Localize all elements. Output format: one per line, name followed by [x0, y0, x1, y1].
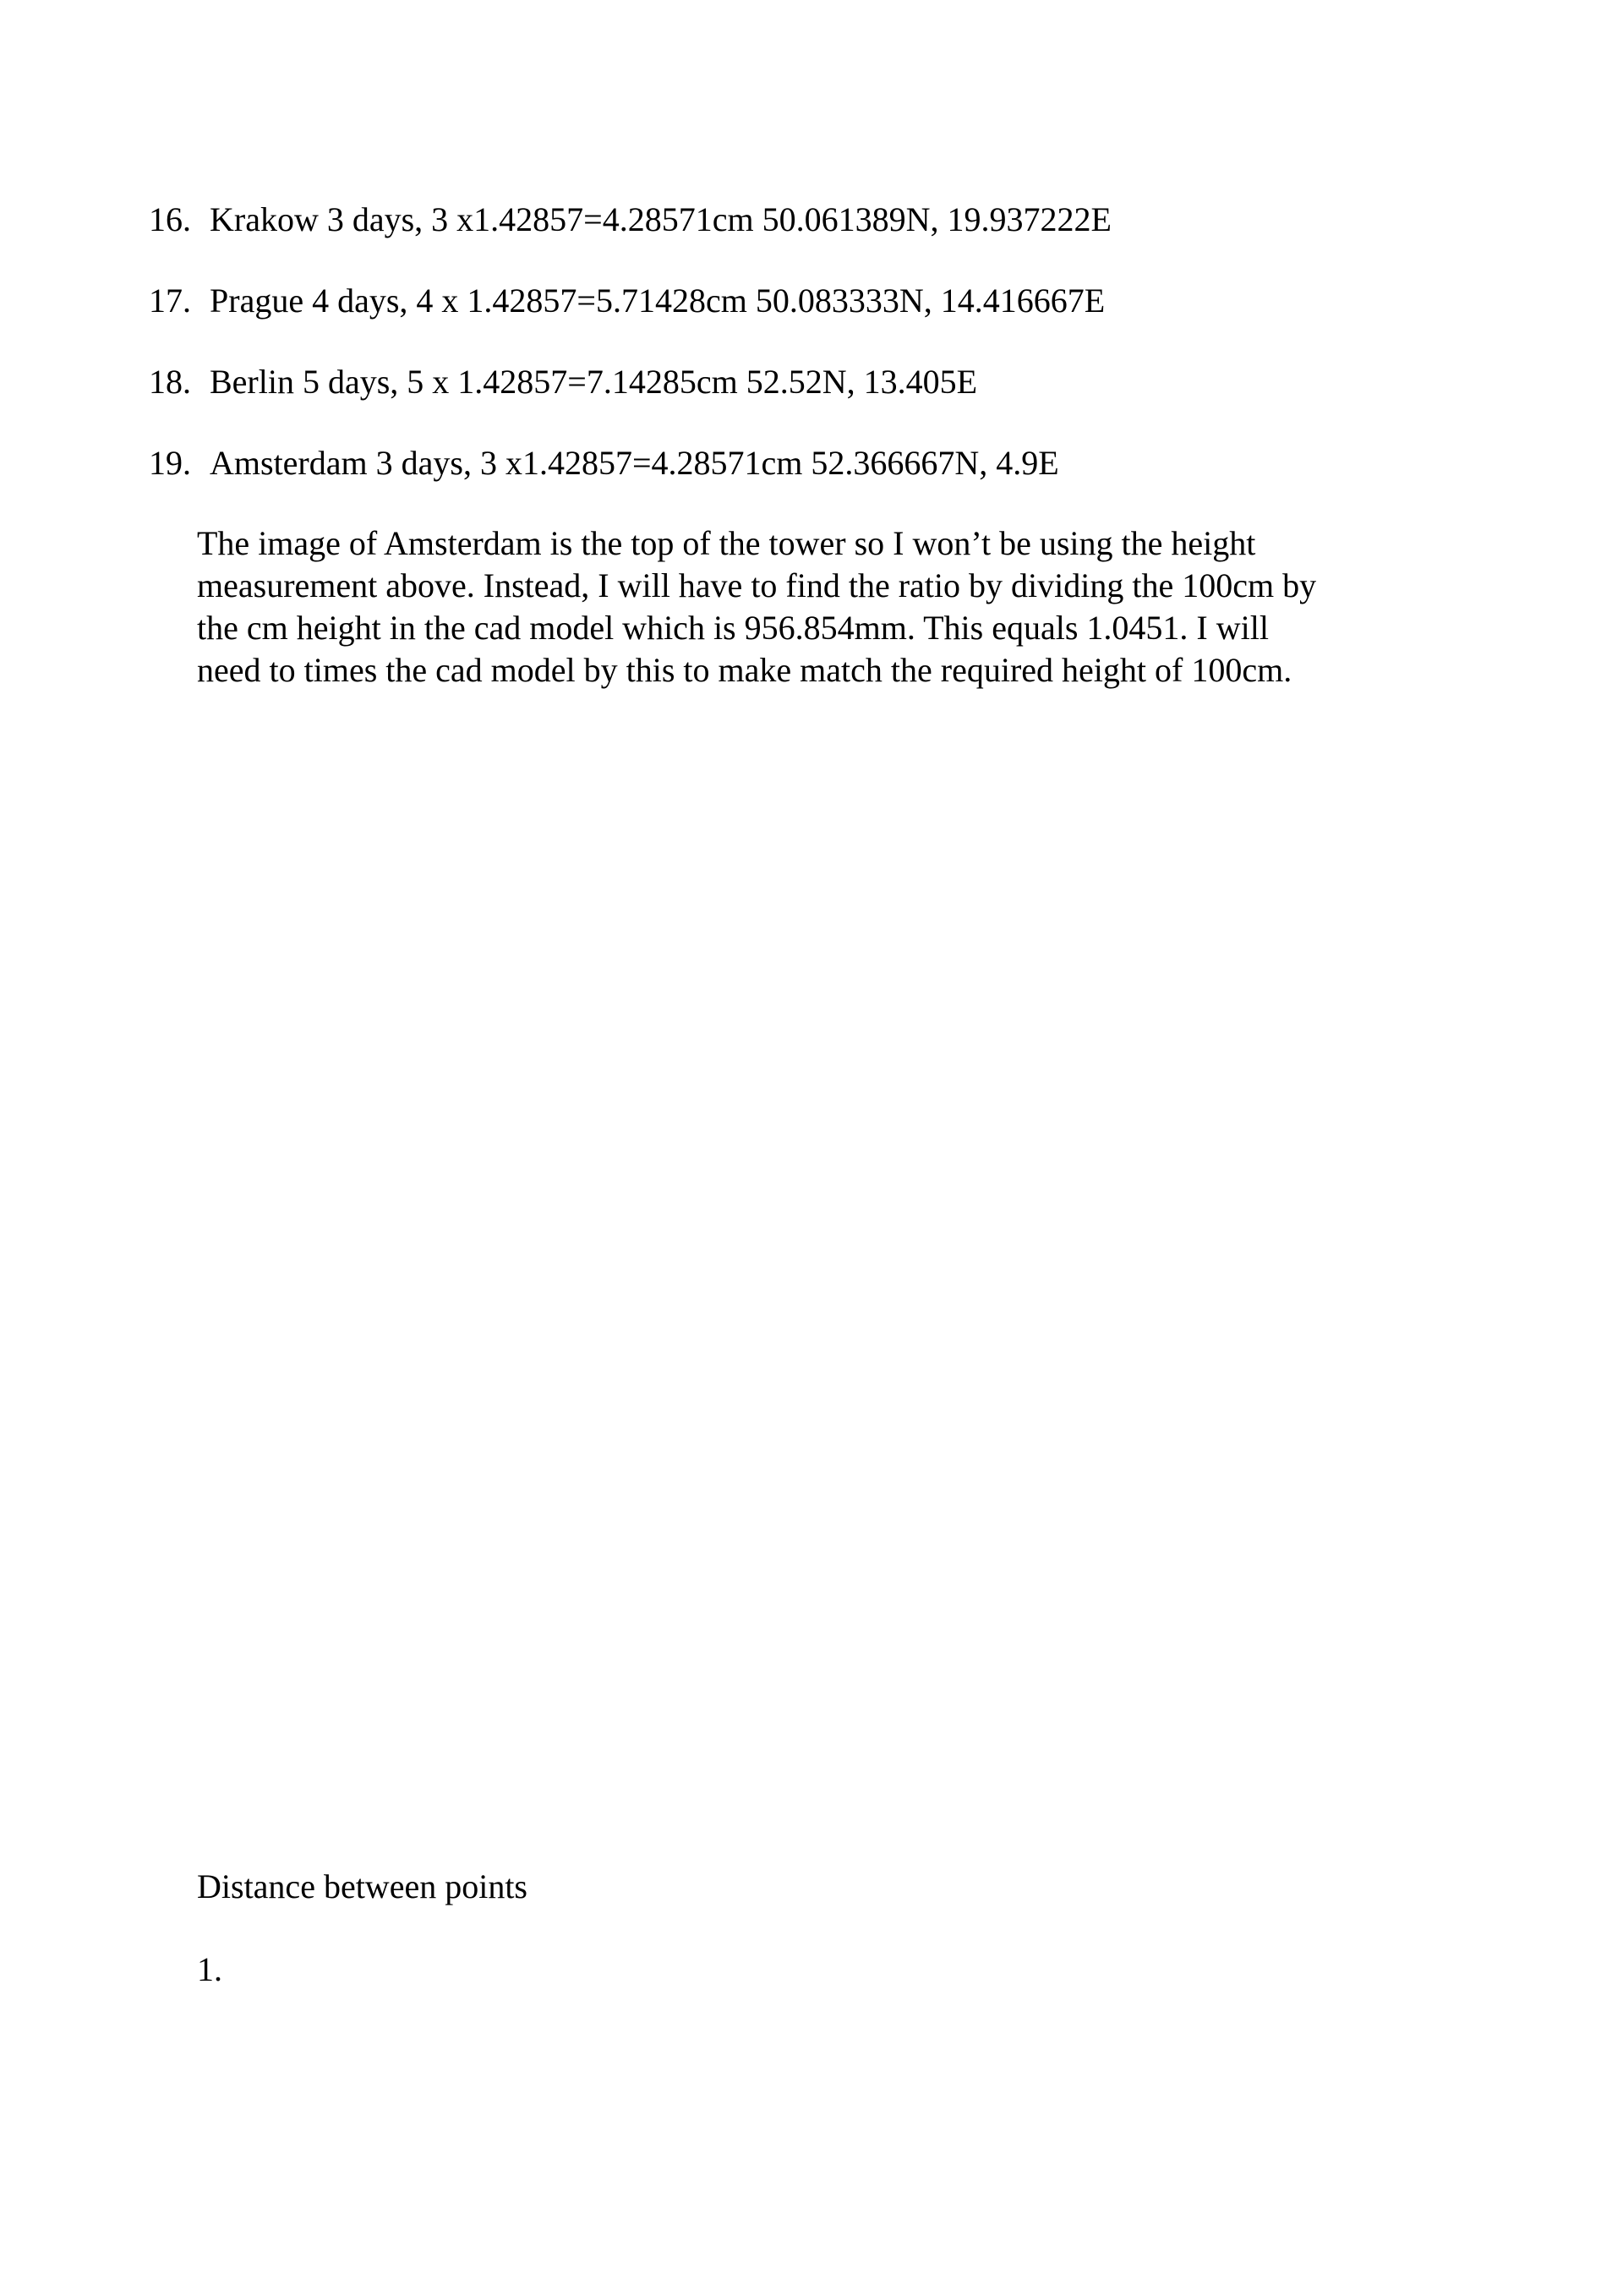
amsterdam-note-paragraph: [197, 522, 1482, 692]
list-item-number: 19.: [149, 444, 191, 482]
list-item-text: Prague 4 days, 4 x 1.42857=5.71428cm 50.083333N, 14.416667E: [210, 282, 1106, 320]
list-item-number: 18.: [149, 363, 191, 401]
distance-section-heading: Distance between points: [197, 1867, 527, 1905]
list-item-number: 16.: [149, 200, 191, 238]
paragraph-line: measurement above. Instead, I will have to find the ratio by dividing the 100cm by: [197, 566, 1317, 604]
list-item-text: Amsterdam 3 days, 3 x1.42857=4.28571cm 52.366667N, 4.9E: [210, 444, 1059, 482]
paragraph-line: The image of Amsterdam is the top of the tower so I won’t be using the height: [197, 524, 1256, 562]
list-item-text: Krakow 3 days, 3 x1.42857=4.28571cm 50.061389N, 19.937222E: [210, 200, 1112, 238]
list-item-text: Berlin 5 days, 5 x 1.42857=7.14285cm 52.52N, 13.405E: [210, 363, 978, 401]
paragraph-line: the cm height in the cad model which is 956.854mm. This equals 1.0451. I will: [197, 609, 1269, 647]
distance-list-item-number: 1.: [197, 1950, 222, 1988]
list-item-number: 17.: [149, 282, 191, 320]
paragraph-line: need to times the cad model by this to make match the required height of 100cm.: [197, 651, 1292, 689]
